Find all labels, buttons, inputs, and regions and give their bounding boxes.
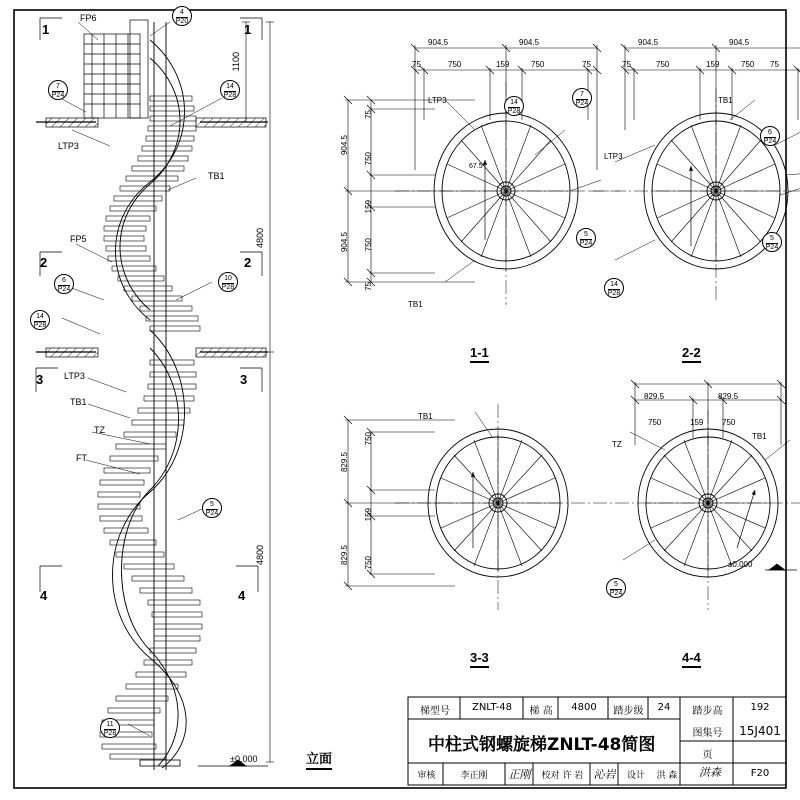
view-title-2-2: 2-2 xyxy=(682,345,701,363)
dim-3-3-li1: 750 xyxy=(364,432,373,446)
dim-1-1-li5: 75 xyxy=(364,282,373,291)
label-tz-elev: TZ xyxy=(94,425,105,435)
section-mark-3-right: 3 xyxy=(240,372,248,387)
dim-1-1-li1: 75 xyxy=(364,110,373,119)
section-mark-2-left: 2 xyxy=(40,255,48,270)
tb-design-name: 洪 森 xyxy=(656,771,678,781)
dim-2-2-top-1: 904.5 xyxy=(638,38,659,47)
dim-1-1-b4: 750 xyxy=(531,60,545,69)
tb-key-type: 梯型号 xyxy=(420,706,450,717)
tb-val-type: ZNLT-48 xyxy=(471,702,513,713)
section-mark-1-left: 1 xyxy=(42,22,50,37)
tb-design-signature: 洪森 xyxy=(699,766,721,779)
tb-review-label: 审核 xyxy=(417,771,436,781)
dim-2-2-b4: 750 xyxy=(741,60,755,69)
dim-2-2-b5: 75 xyxy=(770,60,779,69)
label-tb1-plan44: TB1 xyxy=(752,432,767,441)
tb-page-label: 页 xyxy=(702,750,713,761)
label-fp5: FP5 xyxy=(70,234,87,244)
dim-4-4-top-2: 829.5 xyxy=(718,392,739,401)
dim-1-1-li3: 159 xyxy=(364,200,373,214)
dim-3-3-li2: 159 xyxy=(364,508,373,522)
dim-4-4-b3: 750 xyxy=(722,418,736,427)
callout-6: 6 P24 xyxy=(54,274,74,294)
dim-3-3-li3: 750 xyxy=(364,556,373,570)
tb-val-height: 4800 xyxy=(571,702,597,713)
label-ltp3-plan11: LTP3 xyxy=(428,96,447,105)
callout-14-plan11: 14 P28 xyxy=(504,96,524,116)
tb-val-riser: 192 xyxy=(750,702,770,713)
label-tb1-elev1: TB1 xyxy=(208,171,225,181)
callout-10: 10 P28 xyxy=(218,272,238,292)
view-title-1-1: 1-1 xyxy=(470,345,489,363)
callout-7: 7 P24 xyxy=(48,80,68,100)
tb-key-steps: 踏步级 xyxy=(613,706,644,717)
dim-1-1-top-2: 904.5 xyxy=(519,38,540,47)
dim-4-4-b2: 159 xyxy=(690,418,704,427)
dim-1-1-li2: 750 xyxy=(364,152,373,166)
callout-5-plan22: 5 P24 xyxy=(762,232,782,252)
dim-2-2-top-2: 904.5 xyxy=(729,38,750,47)
label-ltp3-elev2: LTP3 xyxy=(64,371,85,381)
callout-5-plan11: 5 P24 xyxy=(576,228,596,248)
callout-14-a: 14 P28 xyxy=(220,80,240,100)
callout-11: 11 P28 xyxy=(100,718,120,738)
dim-2-2-b3: 159 xyxy=(706,60,720,69)
dim-4800-lower: 4800 xyxy=(255,545,265,566)
label-tb1-elev2: TB1 xyxy=(70,397,87,407)
dim-1-1-li4: 750 xyxy=(364,238,373,252)
label-tz-plan44: TZ xyxy=(612,440,622,449)
section-mark-2-right: 2 xyxy=(244,255,252,270)
drawing-main-title: 中柱式钢螺旋梯ZNLT-48简图 xyxy=(428,735,656,755)
dim-1-1-b5: 75 xyxy=(582,60,591,69)
section-mark-4-right: 4 xyxy=(238,588,246,603)
dim-1-1-l1: 904.5 xyxy=(340,135,349,156)
tb-key-riser: 踏步高 xyxy=(692,706,723,717)
dim-3-3-l1: 829.5 xyxy=(340,452,349,473)
callout-7-plan11: 7 P24 xyxy=(572,88,592,108)
tb-key-height: 梯 高 xyxy=(529,706,553,717)
view-title-4-4: 4-4 xyxy=(682,650,701,668)
label-ltp3-plan22: LTP3 xyxy=(604,152,623,161)
tb-review-signature: 正刚 xyxy=(508,768,531,781)
section-mark-1-right: 1 xyxy=(244,22,252,37)
callout-5-plan44: 5 P24 xyxy=(606,578,626,598)
label-ft-elev: FT xyxy=(76,453,87,463)
callout-4: 4 P20 xyxy=(172,6,192,26)
dim-4-4-top-1: 829.5 xyxy=(644,392,665,401)
label-angle-67-5: 67.5° xyxy=(469,163,486,170)
label-tb1-plan22: TB1 xyxy=(718,96,733,105)
elevation-ground-level: ±0.000 xyxy=(230,754,258,764)
dim-1-1-b2: 750 xyxy=(448,60,462,69)
dim-4-4-b1: 750 xyxy=(648,418,662,427)
section-mark-4-left: 4 xyxy=(40,588,48,603)
label-tb1-plan33: TB1 xyxy=(418,412,433,421)
elevation-title: 立面 xyxy=(306,748,332,770)
dim-2-2-b1: 75 xyxy=(622,60,631,69)
callout-14-plan22: 14 P28 xyxy=(604,278,624,298)
dim-1-1-b3: 159 xyxy=(496,60,510,69)
tb-review-name: 李正刚 xyxy=(460,771,488,781)
dim-1-1-b1: 75 xyxy=(412,60,421,69)
view-title-3-3: 3-3 xyxy=(470,650,489,668)
dim-2-2-b2: 750 xyxy=(656,60,670,69)
tb-design-label: 设计 xyxy=(626,771,645,781)
dim-1-1-l2: 904.5 xyxy=(340,232,349,253)
label-tb1-plan11: TB1 xyxy=(408,300,423,309)
tb-check-name: 许 岩 xyxy=(562,771,584,781)
tb-page-value: F20 xyxy=(750,768,770,779)
tb-val-steps: 24 xyxy=(657,702,671,713)
label-fp6: FP6 xyxy=(80,13,97,23)
dim-3-3-l2: 829.5 xyxy=(340,545,349,566)
callout-6-plan22: 6 P24 xyxy=(760,126,780,146)
tb-check-label: 校对 xyxy=(541,771,560,781)
label-ground-plan44: ±0.000 xyxy=(728,560,753,569)
dim-1100: 1100 xyxy=(231,52,241,72)
label-ltp3-elev1: LTP3 xyxy=(58,141,79,151)
tb-check-signature: 沁岩 xyxy=(593,768,616,781)
tb-atlas-label: 图集号 xyxy=(692,728,723,739)
tb-atlas-value: 15J401 xyxy=(739,724,781,738)
callout-14-b: 14 P28 xyxy=(30,310,50,330)
section-mark-3-left: 3 xyxy=(36,372,44,387)
callout-5-elev: 5 P24 xyxy=(202,498,222,518)
dim-1-1-top-1: 904.5 xyxy=(428,38,449,47)
dim-4800-upper: 4800 xyxy=(255,228,265,249)
